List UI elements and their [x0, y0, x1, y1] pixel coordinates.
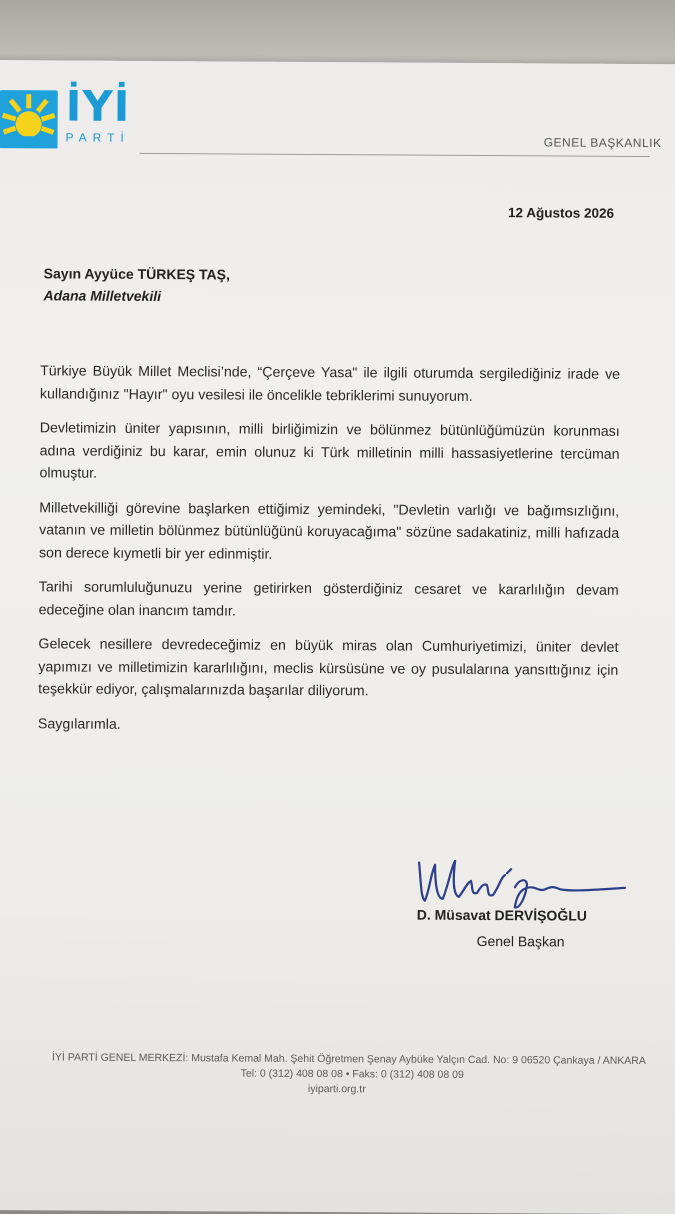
paragraph: Türkiye Büyük Millet Meclisi’nde, “Çerçeve Yasa" ile ilgili oturumda sergilediğiniz irade ve kullandığınız "Hayır" oyu vesilesi ile öncelikle tebriklerimi sunuyorum.	[40, 360, 620, 409]
paragraph: Milletvekilliği görevine başlarken ettiğimiz yemindeki, "Devletin varlığı ve bağımsızlığını, vatanın ve milletin bölünmez bütünlüğünü koruyacağıma" sözüne sadakatiniz, milli hafızada son derece kıymetli bir yer edinmiştir.	[39, 497, 619, 568]
paragraph: Tarihi sorumluluğunuzu yerine getirirken gösterdiğiniz cesaret ve kararlılığın devam edeceğine olan inancım tamdır.	[39, 576, 619, 625]
signer-name: D. Müsavat DERVİŞOĞLU	[417, 907, 587, 924]
footer-website: iyiparti.org.tr	[0, 1080, 664, 1099]
paragraph: Devletimizin üniter yapısının, milli birliğimizin ve bölünmez bütünlüğümüzün korunması adına verdiğiniz bu karar, emin olunuz ki Türk milletinin milli hassasiyetlerine tercüman olmuştur.	[39, 417, 619, 488]
brand-name: İYİ	[66, 84, 131, 128]
closing-line: Saygılarımla.	[38, 713, 618, 739]
footer-address: İYİ PARTİ GENEL MERKEZİ: Mustafa Kemal Mah. Şehit Öğretmen Şenay Aybüke Yalçın Cad. No: 9 06520 Çankaya / ANKARA	[0, 1050, 664, 1069]
party-brand	[65, 84, 130, 154]
letter-date: 12 Ağustos 2026	[508, 205, 614, 221]
letter-page	[0, 60, 675, 1214]
letter-footer	[0, 1050, 664, 1099]
paragraph: Gelecek nesillere devredeceğimiz en büyük miras olan Cumhuriyetimizi, üniter devlet yapımızı ve milletimizin kararlılığını, meclis kürsüsüne ve oy pusulalarına yansıttığınız için teşekkür ediyor, çalışmalarınızda başarılar diliyorum.	[38, 633, 618, 704]
brand-subtitle: PARTİ	[65, 130, 130, 144]
signer-title: Genel Başkan	[477, 933, 565, 950]
recipient-block	[43, 262, 229, 307]
footer-contact: Tel: 0 (312) 408 08 08 • Faks: 0 (312) 408 08 09	[0, 1065, 664, 1084]
letter-body	[38, 360, 620, 751]
recipient-name: Sayın Ayyüce TÜRKEŞ TAŞ,	[44, 262, 230, 285]
department-label: GENEL BAŞKANLIK	[544, 135, 662, 150]
recipient-role: Adana Milletvekili	[43, 284, 229, 307]
header-divider	[139, 153, 649, 157]
background-surface	[0, 0, 675, 70]
sun-icon	[0, 90, 58, 148]
